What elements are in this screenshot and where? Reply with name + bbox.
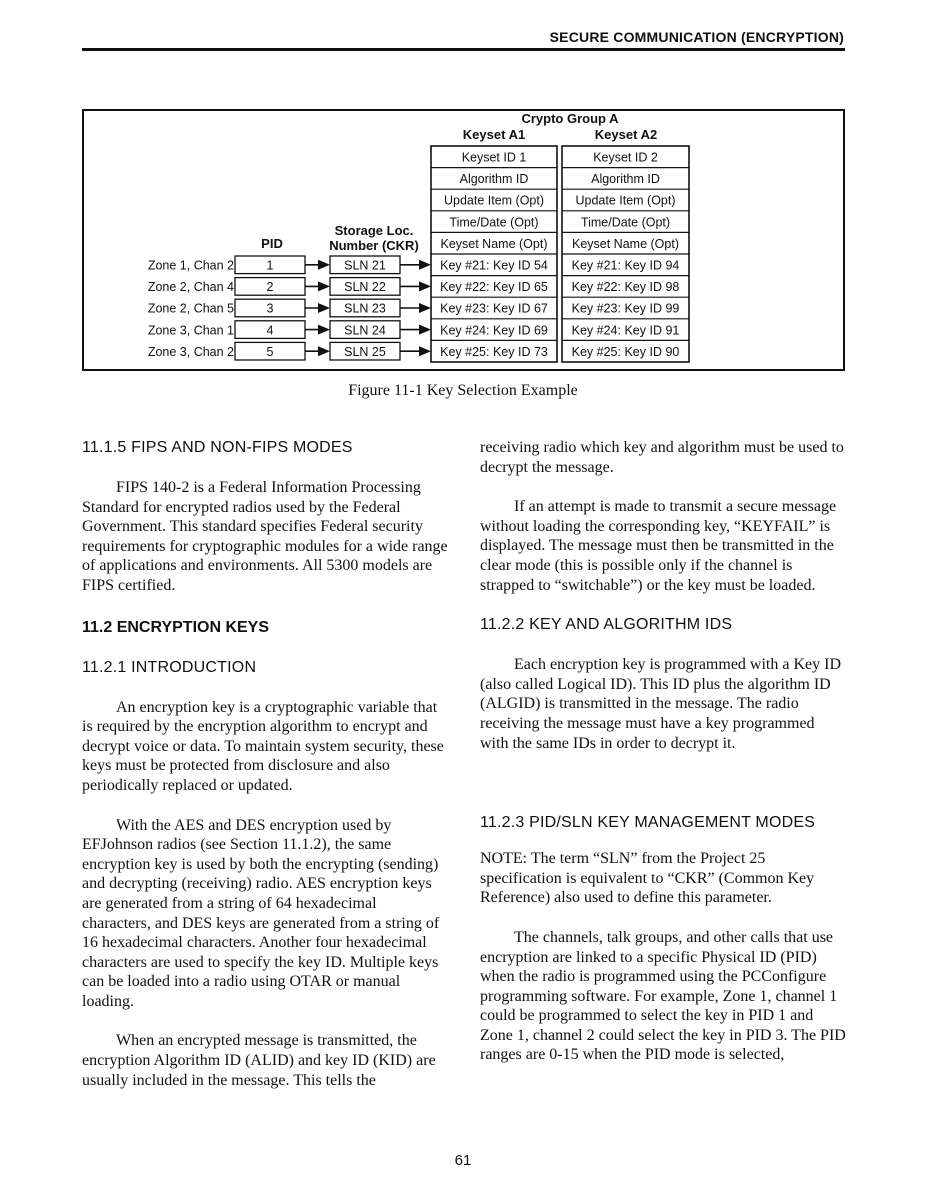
sln-value: SLN 24 xyxy=(344,323,386,338)
keyset-field: Keyset ID 2 xyxy=(593,150,658,165)
keyset-field: Algorithm ID xyxy=(591,172,660,187)
right-column xyxy=(480,438,846,1065)
zone-label: Zone 3, Chan 2 xyxy=(147,344,234,359)
pid-value: 1 xyxy=(266,258,274,273)
key-entry: Key #25: Key ID 90 xyxy=(571,344,680,359)
section-11-2-1-heading: 11.2.1 INTRODUCTION xyxy=(82,658,257,676)
pid-value: 3 xyxy=(266,301,274,316)
sln-key-arrowhead xyxy=(419,303,431,313)
keyset-a1-label: Keyset A1 xyxy=(462,127,526,142)
sln-key-arrowhead xyxy=(419,325,431,335)
keyset-field: Algorithm ID xyxy=(459,172,529,187)
zone-label: Zone 3, Chan 1 xyxy=(147,323,234,338)
key-selection-diagram xyxy=(84,111,843,369)
sln-key-arrowhead xyxy=(419,281,431,291)
keyset-field: Time/Date (Opt) xyxy=(449,215,539,230)
page-number: 61 xyxy=(454,1152,472,1169)
pid-value: 5 xyxy=(266,344,274,359)
pid-paragraph: The channels, talk groups, and other calls that use encryption are linked to a specific Physical ID (PID) when the radio is programmed using the PCConfigure programming software. For example, Zone 1, channel 1 could be programmed to select the key in PID 1 and Zone 1, channel 2 could select the key in PID 3. The PID ranges are 0-15 when the PID mode is selected, xyxy=(480,928,846,1064)
header-rule xyxy=(82,48,845,51)
key-entry: Key #24: Key ID 91 xyxy=(571,323,680,338)
key-entry: Key #25: Key ID 73 xyxy=(440,344,548,359)
keyset-field: Update Item (Opt) xyxy=(443,193,545,208)
pid-sln-arrowhead xyxy=(318,260,330,270)
intro-paragraph: An encryption key is a cryptographic variable that is required by the encryption algorithm to encrypt and decrypt voice or data. To maintain system security, these keys must be protected from disclosure and also periodically replaced or updated. xyxy=(82,698,444,794)
fips-paragraph: FIPS 140-2 is a Federal Information Processing Standard for encrypted radios used by the Federal Government. This standard specifies Federal security requirements for cryptographic modules for a wide range of applications and environments. All 5300 models are FIPS certified. xyxy=(82,479,448,594)
key-ids-paragraph: Each encryption key is programmed with a Key ID (also called Logical ID). This ID plus the algorithm ID (ALGID) is transmitted in the message. The radio receiving the message must have a key programmed with the same IDs in order to decrypt it. xyxy=(480,656,842,752)
key-entry: Key #23: Key ID 99 xyxy=(571,301,680,316)
section-11-1-5-heading: 11.1.5 FIPS AND NON-FIPS MODES xyxy=(82,439,353,456)
pid-sln-arrowhead xyxy=(318,346,330,356)
pid-value: 4 xyxy=(266,323,274,338)
pid-header: PID xyxy=(261,236,283,251)
keyset-field: Keyset Name (Opt) xyxy=(440,236,548,251)
section-11-2-2-heading: 11.2.2 KEY AND ALGORITHM IDS xyxy=(480,616,733,634)
section-11-2-3-heading: 11.2.3 PID/SLN KEY MANAGEMENT MODES xyxy=(480,814,816,832)
sln-value: SLN 22 xyxy=(344,280,386,295)
keyset-a2-label: Keyset A2 xyxy=(594,127,658,142)
key-entry: Key #21: Key ID 94 xyxy=(571,258,680,273)
sln-key-arrowhead xyxy=(419,260,431,270)
pid-value: 2 xyxy=(266,280,274,295)
key-entry: Key #21: Key ID 54 xyxy=(440,258,548,273)
pid-sln-arrowhead xyxy=(318,281,330,291)
sln-value: SLN 23 xyxy=(344,301,386,316)
key-entry: Key #24: Key ID 69 xyxy=(440,323,548,338)
pid-sln-arrowhead xyxy=(318,303,330,313)
sln-value: SLN 25 xyxy=(344,344,386,359)
storage-header-line2: Number (CKR) xyxy=(329,238,419,253)
page-header-title: SECURE COMMUNICATION (ENCRYPTION) xyxy=(549,29,844,45)
keyfail-paragraph: If an attempt is made to transmit a secure message without loading the corresponding key, “KEYFAIL” is displayed. The message must then be transmitted in the clear mode (this is possible only if the channel is strapped to “switchable”) or the key must be loaded. xyxy=(480,498,837,594)
continued-paragraph: receiving radio which key and algorithm must be used to decrypt the message. xyxy=(480,439,844,476)
zone-label: Zone 2, Chan 4 xyxy=(147,280,234,295)
keyset-field: Update Item (Opt) xyxy=(575,193,676,208)
keyset-field: Keyset Name (Opt) xyxy=(572,236,679,251)
zone-label: Zone 1, Chan 2 xyxy=(147,258,234,273)
pid-sln-arrowhead xyxy=(318,325,330,335)
aes-des-paragraph: With the AES and DES encryption used by EFJohnson radios (see Section 11.1.2), the same encryption key is used by both the encrypting (sending) and decrypting (receiving) radio. AES encryption keys are generated from a string of 64 hexadecimal characters, and DES keys are generated from a string of 16 hexadecimal characters. Another four hexadecimal characters are used to specify the key ID. Multiple keys can be loaded into a radio using OTAR or manual loading. xyxy=(82,816,440,1010)
zone-label: Zone 2, Chan 5 xyxy=(147,301,234,316)
transmit-paragraph: When an encrypted message is transmitted, the encryption Algorithm ID (ALID) and key ID (KID) are usually included in the message. This tells the xyxy=(82,1032,436,1089)
sln-note: NOTE: The term “SLN” from the Project 25 specification is equivalent to “CKR” (Common Key Reference) also used to define this parameter. xyxy=(480,850,815,907)
crypto-group-label: Crypto Group A xyxy=(521,111,619,126)
keyset-field: Time/Date (Opt) xyxy=(580,215,671,230)
sln-key-arrowhead xyxy=(419,346,431,356)
key-entry: Key #23: Key ID 67 xyxy=(440,301,548,316)
storage-header-line1: Storage Loc. xyxy=(334,223,414,238)
sln-value: SLN 21 xyxy=(344,258,386,273)
key-entry: Key #22: Key ID 98 xyxy=(571,280,680,295)
keyset-field: Keyset ID 1 xyxy=(461,150,527,165)
left-column xyxy=(82,438,448,1090)
section-11-2-heading: 11.2 ENCRYPTION KEYS xyxy=(82,618,270,636)
figure-caption: Figure 11-1 Key Selection Example xyxy=(348,382,578,399)
key-selection-figure xyxy=(82,109,845,371)
key-entry: Key #22: Key ID 65 xyxy=(440,280,548,295)
